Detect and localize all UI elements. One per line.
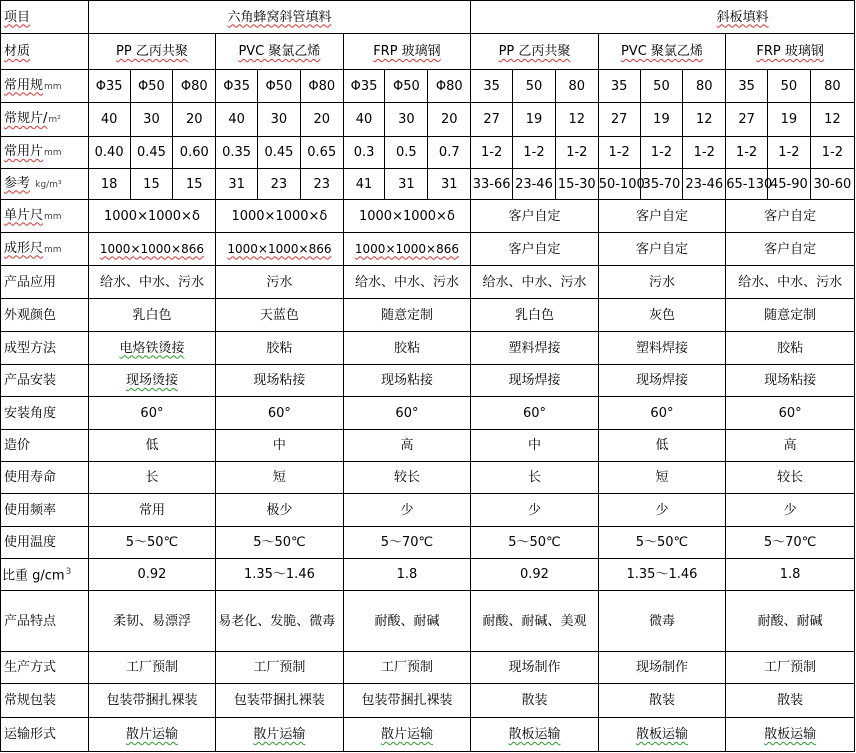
cell: 0.60	[173, 137, 216, 169]
cell: 1.8	[343, 559, 471, 591]
table-row	[1, 266, 855, 299]
cell: 现场粘接	[343, 365, 471, 397]
cell: 60°	[471, 397, 598, 430]
cell: 常用	[88, 494, 215, 527]
cell: 23	[258, 169, 301, 200]
cell: 耐酸、耐碱、美观	[471, 591, 598, 652]
cell: Φ50	[258, 70, 301, 103]
material-cell: FRP 玻璃钢	[726, 34, 855, 70]
cell: 现场焊接	[471, 365, 598, 397]
material-cell: PP 乙丙共聚	[471, 34, 598, 70]
header-row	[1, 1, 855, 34]
cell: 0.40	[88, 137, 130, 169]
cell: 1-2	[513, 137, 556, 169]
cell: 1-2	[471, 137, 513, 169]
cell: 少	[726, 494, 855, 527]
cell: 20	[428, 103, 471, 137]
cell: 少	[343, 494, 471, 527]
cell: 65-130	[726, 169, 768, 200]
cell: 50	[513, 70, 556, 103]
cell: 60°	[343, 397, 471, 430]
cell: 30	[258, 103, 301, 137]
cell: 80	[555, 70, 598, 103]
material-cell: PVC 聚氯乙烯	[216, 34, 343, 70]
row-label: 成形尺mm	[1, 233, 89, 266]
cell: 耐酸、耐碱	[343, 591, 471, 652]
table-row	[1, 299, 855, 332]
cell: 5～50℃	[216, 527, 343, 559]
cell: 1-2	[640, 137, 683, 169]
cell: 天蓝色	[216, 299, 343, 332]
table-row	[1, 430, 855, 462]
cell: 工厂预制	[88, 652, 215, 684]
table-row	[1, 652, 855, 684]
cell: 40	[88, 103, 130, 137]
cell: 1000×1000×866	[216, 233, 343, 266]
cell: 5～50℃	[471, 527, 598, 559]
cell: 包装带捆扎裸装	[343, 684, 471, 718]
cell: 1000×1000×866	[88, 233, 215, 266]
cell: 31	[216, 169, 258, 200]
material-cell: FRP 玻璃钢	[343, 34, 471, 70]
row-label: 生产方式	[1, 652, 89, 684]
cell: 1-2	[726, 137, 768, 169]
cell: 乳白色	[471, 299, 598, 332]
cell: 现场粘接	[726, 365, 855, 397]
cell: 现场制作	[471, 652, 598, 684]
cell: 较长	[726, 462, 855, 494]
cell: 40	[216, 103, 258, 137]
row-label: 产品特点	[1, 591, 89, 652]
cell: 12	[810, 103, 854, 137]
cell: 15	[173, 169, 216, 200]
cell: 5～50℃	[598, 527, 725, 559]
table-row	[1, 527, 855, 559]
row-label: 参考 kg/m³	[1, 169, 89, 200]
cell: 胶粘	[343, 332, 471, 365]
cell: 随意定制	[726, 299, 855, 332]
cell: 0.92	[88, 559, 215, 591]
table-row	[1, 169, 855, 200]
cell: 1.8	[726, 559, 855, 591]
cell: 极少	[216, 494, 343, 527]
row-label: 常用片mm	[1, 137, 89, 169]
cell: 5～50℃	[88, 527, 215, 559]
cell: 随意定制	[343, 299, 471, 332]
row-label: 产品安装	[1, 365, 89, 397]
header-honeycomb: 六角蜂窝斜管填料	[88, 1, 471, 34]
material-cell: PVC 聚氯乙烯	[598, 34, 725, 70]
cell: 41	[343, 169, 385, 200]
cell: 给水、中水、污水	[343, 266, 471, 299]
cell: 1000×1000×δ	[216, 200, 343, 233]
cell: 1-2	[810, 137, 854, 169]
cell: 30	[385, 103, 428, 137]
cell: 0.45	[258, 137, 301, 169]
cell: 污水	[216, 266, 343, 299]
cell: 胶粘	[216, 332, 343, 365]
cell: 19	[513, 103, 556, 137]
cell: Φ35	[88, 70, 130, 103]
cell: 0.3	[343, 137, 385, 169]
cell: 31	[385, 169, 428, 200]
cell: 80	[810, 70, 854, 103]
cell: 给水、中水、污水	[88, 266, 215, 299]
cell: 现场焊接	[598, 365, 725, 397]
cell: 0.35	[216, 137, 258, 169]
table-row	[1, 494, 855, 527]
cell: 20	[300, 103, 343, 137]
cell: 散装	[726, 684, 855, 718]
cell: 60°	[598, 397, 725, 430]
cell: 12	[555, 103, 598, 137]
cell: 工厂预制	[343, 652, 471, 684]
table-row	[1, 233, 855, 266]
cell: 散装	[471, 684, 598, 718]
cell: 1-2	[555, 137, 598, 169]
row-label: 产品应用	[1, 266, 89, 299]
cell: 19	[640, 103, 683, 137]
cell: 50-100	[598, 169, 640, 200]
cell: 31	[428, 169, 471, 200]
cell: 1-2	[598, 137, 640, 169]
cell: 散板运输	[726, 718, 855, 752]
cell: 低	[88, 430, 215, 462]
cell: 散片运输	[343, 718, 471, 752]
row-label: 比重 $g/cm^3$	[1, 559, 89, 591]
cell: 23-46	[513, 169, 556, 200]
cell: 80	[683, 70, 726, 103]
cell: 60°	[216, 397, 343, 430]
cell: 客户自定	[726, 233, 855, 266]
cell: 1.35～1.46	[598, 559, 725, 591]
cell: 高	[343, 430, 471, 462]
row-label: 造价	[1, 430, 89, 462]
cell: Φ80	[428, 70, 471, 103]
cell: 35-70	[640, 169, 683, 200]
cell: 中	[471, 430, 598, 462]
table-row	[1, 718, 855, 752]
cell: 短	[216, 462, 343, 494]
cell: 柔韧、易漂浮	[88, 591, 215, 652]
cell: Φ35	[343, 70, 385, 103]
cell: 45-90	[768, 169, 811, 200]
cell: 客户自定	[471, 233, 598, 266]
cell: 长	[88, 462, 215, 494]
cell: 乳白色	[88, 299, 215, 332]
row-label: 安装角度	[1, 397, 89, 430]
cell: 1000×1000×δ	[343, 200, 471, 233]
cell: 1-2	[683, 137, 726, 169]
cell: 塑料焊接	[471, 332, 598, 365]
cell: 12	[683, 103, 726, 137]
cell: 短	[598, 462, 725, 494]
row-label: 使用频率	[1, 494, 89, 527]
row-label: 单片尺mm	[1, 200, 89, 233]
row-label: 运输形式	[1, 718, 89, 752]
cell: 少	[471, 494, 598, 527]
table-row	[1, 200, 855, 233]
cell: Φ35	[216, 70, 258, 103]
cell: 现场粘接	[216, 365, 343, 397]
cell: 33-66	[471, 169, 513, 200]
cell: 客户自定	[598, 233, 725, 266]
row-label: 使用寿命	[1, 462, 89, 494]
cell: 0.7	[428, 137, 471, 169]
cell: Φ50	[385, 70, 428, 103]
cell: 0.65	[300, 137, 343, 169]
cell: 灰色	[598, 299, 725, 332]
row-label: 常用规mm	[1, 70, 89, 103]
row-label: 成型方法	[1, 332, 89, 365]
cell: 60°	[726, 397, 855, 430]
cell: 0.92	[471, 559, 598, 591]
cell: 30-60	[810, 169, 854, 200]
cell: 1000×1000×866	[343, 233, 471, 266]
cell: Φ80	[300, 70, 343, 103]
cell: 27	[471, 103, 513, 137]
cell: 散片运输	[88, 718, 215, 752]
cell: 包装带捆扎裸装	[216, 684, 343, 718]
cell: 散板运输	[598, 718, 725, 752]
cell: 15	[130, 169, 173, 200]
cell: 18	[88, 169, 130, 200]
cell: 客户自定	[471, 200, 598, 233]
cell: 微毒	[598, 591, 725, 652]
cell: 15-30	[555, 169, 598, 200]
material-cell: PP 乙丙共聚	[88, 34, 215, 70]
cell: 30	[130, 103, 173, 137]
cell: 1.35～1.46	[216, 559, 343, 591]
cell: 现场制作	[598, 652, 725, 684]
cell: 少	[598, 494, 725, 527]
cell: 给水、中水、污水	[726, 266, 855, 299]
cell: 0.5	[385, 137, 428, 169]
cell: 35	[471, 70, 513, 103]
cell: Φ50	[130, 70, 173, 103]
cell: 电烙铁烫接	[88, 332, 215, 365]
row-label: 常规片/m²	[1, 103, 89, 137]
cell: 高	[726, 430, 855, 462]
table-row	[1, 137, 855, 169]
header-item: 项目	[1, 1, 89, 34]
cell: 27	[726, 103, 768, 137]
cell: 40	[343, 103, 385, 137]
cell: 27	[598, 103, 640, 137]
material-row	[1, 34, 855, 70]
cell: 给水、中水、污水	[471, 266, 598, 299]
row-label: 材质	[1, 34, 89, 70]
cell: 5～70℃	[726, 527, 855, 559]
table-row	[1, 559, 855, 591]
cell: 较长	[343, 462, 471, 494]
cell: 散装	[598, 684, 725, 718]
cell: 客户自定	[726, 200, 855, 233]
cell: 1000×1000×δ	[88, 200, 215, 233]
cell: 19	[768, 103, 811, 137]
cell: 20	[173, 103, 216, 137]
cell: 工厂预制	[726, 652, 855, 684]
cell: 50	[640, 70, 683, 103]
cell: 耐酸、耐碱	[726, 591, 855, 652]
cell: 低	[598, 430, 725, 462]
table-row	[1, 397, 855, 430]
cell: 60°	[88, 397, 215, 430]
cell: 35	[726, 70, 768, 103]
header-plate: 斜板填料	[471, 1, 855, 34]
cell: 5～70℃	[343, 527, 471, 559]
cell: 包装带捆扎裸装	[88, 684, 215, 718]
cell: Φ80	[173, 70, 216, 103]
cell: 23-46	[683, 169, 726, 200]
cell: 胶粘	[726, 332, 855, 365]
row-label: 常规包装	[1, 684, 89, 718]
table-row	[1, 684, 855, 718]
cell: 现场烫接	[88, 365, 215, 397]
table-row	[1, 462, 855, 494]
cell: 50	[768, 70, 811, 103]
table-row	[1, 103, 855, 137]
cell: 中	[216, 430, 343, 462]
cell: 35	[598, 70, 640, 103]
table-row	[1, 70, 855, 103]
cell: 工厂预制	[216, 652, 343, 684]
cell: 1-2	[768, 137, 811, 169]
row-label: 使用温度	[1, 527, 89, 559]
cell: 长	[471, 462, 598, 494]
cell: 易老化、发脆、微毒	[216, 591, 343, 652]
cell: 0.45	[130, 137, 173, 169]
cell: 23	[300, 169, 343, 200]
cell: 塑料焊接	[598, 332, 725, 365]
row-label: 外观颜色	[1, 299, 89, 332]
table-row	[1, 591, 855, 652]
table-row	[1, 365, 855, 397]
table-row	[1, 332, 855, 365]
cell: 散板运输	[471, 718, 598, 752]
cell: 散片运输	[216, 718, 343, 752]
cell: 客户自定	[598, 200, 725, 233]
cell: 污水	[598, 266, 725, 299]
